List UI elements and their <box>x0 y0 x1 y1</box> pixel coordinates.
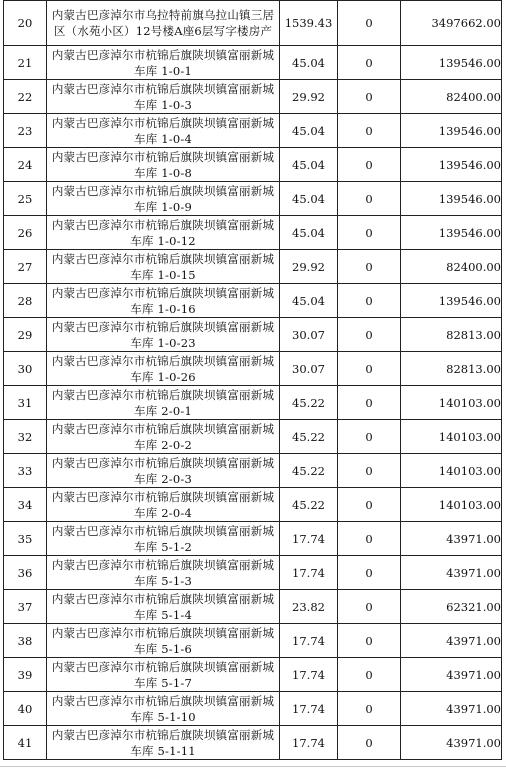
table-row <box>4 250 502 284</box>
zero-cell: 0 <box>338 318 401 352</box>
area-cell: 45.04 <box>280 284 338 318</box>
value-cell: 43971.00 <box>401 726 502 760</box>
value-cell: 82813.00 <box>401 352 502 386</box>
row-number: 22 <box>4 80 47 114</box>
zero-cell: 0 <box>338 80 401 114</box>
zero-cell: 0 <box>338 556 401 590</box>
value-cell: 82813.00 <box>401 318 502 352</box>
value-cell: 139546.00 <box>401 46 502 80</box>
location-cell <box>47 420 280 454</box>
zero-cell: 0 <box>338 522 401 556</box>
location-text: 内蒙古巴彦淖尔市杭锦后旗陕坝镇富丽新城车库 5-1-6 <box>51 625 275 656</box>
location-cell <box>47 692 280 726</box>
area-cell: 29.92 <box>280 80 338 114</box>
zero-cell: 0 <box>338 692 401 726</box>
location-text: 内蒙古巴彦淖尔市杭锦后旗陕坝镇富丽新城车库 1-0-26 <box>51 353 275 384</box>
location-text: 内蒙古巴彦淖尔市杭锦后旗陕坝镇富丽新城车库 2-0-3 <box>51 455 275 486</box>
zero-cell: 0 <box>338 624 401 658</box>
row-number: 24 <box>4 148 47 182</box>
location-text: 内蒙古巴彦淖尔市杭锦后旗陕坝镇富丽新城车库 1-0-1 <box>51 47 275 78</box>
value-cell: 140103.00 <box>401 454 502 488</box>
location-cell <box>47 80 280 114</box>
table-row <box>4 182 502 216</box>
table-row <box>4 216 502 250</box>
row-number: 30 <box>4 352 47 386</box>
area-cell: 17.74 <box>280 692 338 726</box>
row-number: 26 <box>4 216 47 250</box>
row-number: 41 <box>4 726 47 760</box>
location-cell <box>47 1 280 46</box>
location-text: 内蒙古巴彦淖尔市杭锦后旗陕坝镇富丽新城车库 5-1-2 <box>51 523 275 554</box>
area-cell: 30.07 <box>280 318 338 352</box>
row-number: 20 <box>4 1 47 46</box>
location-cell <box>47 284 280 318</box>
location-text: 内蒙古巴彦淖尔市杭锦后旗陕坝镇富丽新城车库 5-1-4 <box>51 591 275 622</box>
area-cell: 45.04 <box>280 46 338 80</box>
area-cell: 17.74 <box>280 522 338 556</box>
value-cell: 139546.00 <box>401 216 502 250</box>
row-number: 36 <box>4 556 47 590</box>
area-cell: 45.22 <box>280 488 338 522</box>
row-number: 27 <box>4 250 47 284</box>
row-number: 32 <box>4 420 47 454</box>
value-cell: 139546.00 <box>401 114 502 148</box>
location-cell <box>47 250 280 284</box>
area-cell: 30.07 <box>280 352 338 386</box>
location-text: 内蒙古巴彦淖尔市杭锦后旗陕坝镇富丽新城车库 1-0-8 <box>51 149 275 180</box>
location-cell <box>47 556 280 590</box>
table-row <box>4 658 502 692</box>
row-number: 40 <box>4 692 47 726</box>
table-row <box>4 420 502 454</box>
location-text: 内蒙古巴彦淖尔市杭锦后旗陕坝镇富丽新城车库 2-0-2 <box>51 421 275 452</box>
table-row <box>4 318 502 352</box>
area-cell: 45.04 <box>280 182 338 216</box>
location-cell <box>47 318 280 352</box>
location-cell <box>47 658 280 692</box>
row-number: 25 <box>4 182 47 216</box>
location-text: 内蒙古巴彦淖尔市杭锦后旗陕坝镇富丽新城车库 1-0-23 <box>51 319 275 350</box>
table-row <box>4 148 502 182</box>
location-cell <box>47 114 280 148</box>
location-cell <box>47 148 280 182</box>
area-cell: 17.74 <box>280 726 338 760</box>
location-cell <box>47 352 280 386</box>
table-row <box>4 726 502 760</box>
area-cell: 45.04 <box>280 114 338 148</box>
zero-cell: 0 <box>338 250 401 284</box>
zero-cell: 0 <box>338 182 401 216</box>
table-row <box>4 284 502 318</box>
zero-cell: 0 <box>338 114 401 148</box>
location-cell <box>47 46 280 80</box>
value-cell: 43971.00 <box>401 522 502 556</box>
zero-cell: 0 <box>338 216 401 250</box>
table-row <box>4 46 502 80</box>
location-cell <box>47 488 280 522</box>
row-number: 21 <box>4 46 47 80</box>
location-text: 内蒙古巴彦淖尔市杭锦后旗陕坝镇富丽新城车库 1-0-3 <box>51 81 275 112</box>
area-cell: 1539.43 <box>280 1 338 46</box>
table-row <box>4 454 502 488</box>
asset-table <box>3 0 502 760</box>
area-cell: 29.92 <box>280 250 338 284</box>
location-text: 内蒙古巴彦淖尔市杭锦后旗陕坝镇富丽新城车库 1-0-16 <box>51 285 275 316</box>
location-text: 内蒙古巴彦淖尔市杭锦后旗陕坝镇富丽新城车库 1-0-12 <box>51 217 275 248</box>
table-row <box>4 692 502 726</box>
table-row <box>4 352 502 386</box>
row-number: 23 <box>4 114 47 148</box>
location-cell <box>47 624 280 658</box>
value-cell: 43971.00 <box>401 692 502 726</box>
value-cell: 82400.00 <box>401 250 502 284</box>
table-row <box>4 1 502 46</box>
row-number: 33 <box>4 454 47 488</box>
row-number: 28 <box>4 284 47 318</box>
location-cell <box>47 216 280 250</box>
area-cell: 45.22 <box>280 386 338 420</box>
table-row <box>4 488 502 522</box>
table-row <box>4 556 502 590</box>
value-cell: 82400.00 <box>401 80 502 114</box>
row-number: 38 <box>4 624 47 658</box>
row-number: 39 <box>4 658 47 692</box>
value-cell: 62321.00 <box>401 590 502 624</box>
value-cell: 140103.00 <box>401 386 502 420</box>
location-cell <box>47 522 280 556</box>
area-cell: 17.74 <box>280 624 338 658</box>
row-number: 35 <box>4 522 47 556</box>
value-cell: 43971.00 <box>401 556 502 590</box>
row-number: 31 <box>4 386 47 420</box>
value-cell: 140103.00 <box>401 488 502 522</box>
location-text: 内蒙古巴彦淖尔市乌拉特前旗乌拉山镇三居区（水苑小区）12号楼A座6层写字楼房产 <box>51 8 275 38</box>
table-row <box>4 590 502 624</box>
value-cell: 43971.00 <box>401 658 502 692</box>
table-row <box>4 80 502 114</box>
zero-cell: 0 <box>338 420 401 454</box>
table-row <box>4 522 502 556</box>
row-number: 37 <box>4 590 47 624</box>
location-cell <box>47 386 280 420</box>
asset-table-body <box>4 1 502 760</box>
location-cell <box>47 182 280 216</box>
area-cell: 45.22 <box>280 420 338 454</box>
value-cell: 43971.00 <box>401 624 502 658</box>
zero-cell: 0 <box>338 46 401 80</box>
location-text: 内蒙古巴彦淖尔市杭锦后旗陕坝镇富丽新城车库 1-0-15 <box>51 251 275 282</box>
table-row <box>4 386 502 420</box>
table-row <box>4 624 502 658</box>
area-cell: 17.74 <box>280 556 338 590</box>
zero-cell: 0 <box>338 148 401 182</box>
zero-cell: 0 <box>338 454 401 488</box>
zero-cell: 0 <box>338 352 401 386</box>
location-text: 内蒙古巴彦淖尔市杭锦后旗陕坝镇富丽新城车库 2-0-4 <box>51 489 275 520</box>
value-cell: 139546.00 <box>401 148 502 182</box>
area-cell: 45.04 <box>280 216 338 250</box>
value-cell: 139546.00 <box>401 182 502 216</box>
location-text: 内蒙古巴彦淖尔市杭锦后旗陕坝镇富丽新城车库 5-1-11 <box>51 727 275 758</box>
row-number: 34 <box>4 488 47 522</box>
row-number: 29 <box>4 318 47 352</box>
area-cell: 23.82 <box>280 590 338 624</box>
location-cell <box>47 590 280 624</box>
zero-cell: 0 <box>338 1 401 46</box>
table-row <box>4 114 502 148</box>
zero-cell: 0 <box>338 488 401 522</box>
value-cell: 3497662.00 <box>401 1 502 46</box>
location-text: 内蒙古巴彦淖尔市杭锦后旗陕坝镇富丽新城车库 5-1-10 <box>51 693 275 724</box>
zero-cell: 0 <box>338 386 401 420</box>
area-cell: 45.04 <box>280 148 338 182</box>
location-cell <box>47 726 280 760</box>
value-cell: 140103.00 <box>401 420 502 454</box>
zero-cell: 0 <box>338 590 401 624</box>
zero-cell: 0 <box>338 726 401 760</box>
zero-cell: 0 <box>338 284 401 318</box>
value-cell: 139546.00 <box>401 284 502 318</box>
location-text: 内蒙古巴彦淖尔市杭锦后旗陕坝镇富丽新城车库 2-0-1 <box>51 387 275 418</box>
zero-cell: 0 <box>338 658 401 692</box>
location-text: 内蒙古巴彦淖尔市杭锦后旗陕坝镇富丽新城车库 1-0-9 <box>51 183 275 214</box>
location-cell <box>47 454 280 488</box>
area-cell: 45.22 <box>280 454 338 488</box>
location-text: 内蒙古巴彦淖尔市杭锦后旗陕坝镇富丽新城车库 5-1-7 <box>51 659 275 690</box>
page-bottom-divider <box>0 766 506 767</box>
area-cell: 17.74 <box>280 658 338 692</box>
location-text: 内蒙古巴彦淖尔市杭锦后旗陕坝镇富丽新城车库 5-1-3 <box>51 557 275 588</box>
location-text: 内蒙古巴彦淖尔市杭锦后旗陕坝镇富丽新城车库 1-0-4 <box>51 115 275 146</box>
